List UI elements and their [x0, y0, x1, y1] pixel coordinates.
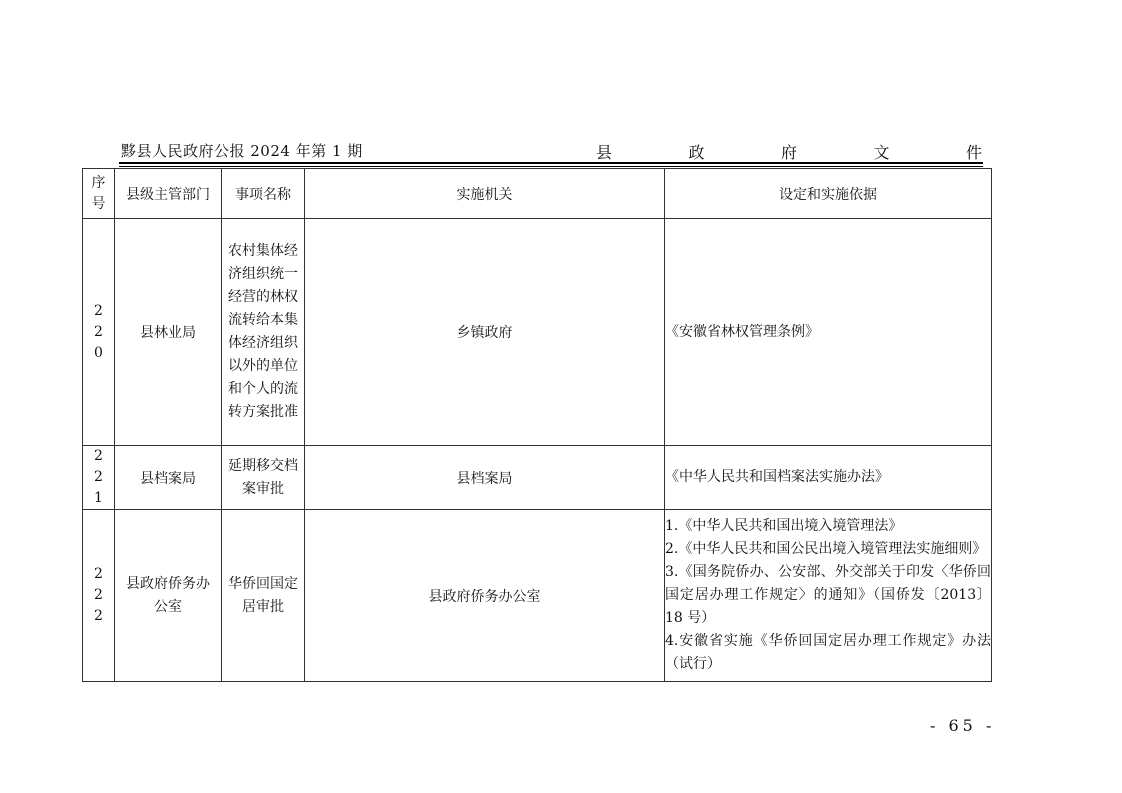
cell-basis — [665, 219, 992, 446]
table-row — [83, 510, 992, 682]
cell-agency: 乡镇政府 — [305, 219, 665, 446]
section-title-char: 政 — [688, 143, 705, 162]
header-basis: 设定和实施依据 — [665, 169, 992, 219]
cell-basis — [665, 510, 992, 682]
table-header-row — [83, 169, 992, 219]
section-title-char: 件 — [965, 143, 982, 162]
header-item: 事项名称 — [222, 169, 305, 219]
cell-seq: 220 — [83, 219, 115, 446]
cell-item: 华侨回国定居审批 — [222, 510, 305, 682]
section-title-char: 府 — [780, 143, 797, 162]
header-department: 县级主管部门 — [115, 169, 222, 219]
cell-item: 延期移交档案审批 — [222, 446, 305, 510]
cell-agency: 县政府侨务办公室 — [305, 510, 665, 682]
cell-department: 县档案局 — [115, 446, 222, 510]
cell-agency: 县档案局 — [305, 446, 665, 510]
basis-line: 2.《中华人民共和国公民出境入境管理法实施细则》 — [665, 541, 987, 557]
section-title-char: 文 — [873, 143, 890, 162]
approval-items-table — [82, 168, 992, 682]
cell-seq: 221 — [83, 446, 115, 510]
section-title — [596, 140, 982, 163]
gazette-title: 黟县人民政府公报 2024 年第 1 期 — [121, 142, 363, 160]
header-rule-thick — [119, 162, 983, 164]
basis-line: 《中华人民共和国档案法实施办法》 — [665, 469, 889, 485]
header-seq: 序号 — [83, 169, 115, 219]
header-rule-thin — [119, 166, 983, 167]
table-row — [83, 219, 992, 446]
cell-item: 农村集体经济组织统一经营的林权流转给本集体经济组织以外的单位和个人的流转方案批准 — [222, 219, 305, 446]
page-number: - 65 - — [930, 716, 996, 735]
cell-seq: 222 — [83, 510, 115, 682]
table-row — [83, 446, 992, 510]
section-title-char: 县 — [596, 143, 613, 162]
cell-department: 县政府侨务办公室 — [115, 510, 222, 682]
basis-line: 1.《中华人民共和国出境入境管理法》 — [665, 518, 903, 534]
basis-line: 3.《国务院侨办、公安部、外交部关于印发〈华侨回国定居办理工作规定〉的通知》（国侨发〔2013〕18 号） — [665, 564, 991, 626]
basis-line: 4.安徽省实施《华侨回国定居办理工作规定》办法（试行） — [665, 633, 991, 672]
cell-department: 县林业局 — [115, 219, 222, 446]
cell-basis — [665, 446, 992, 510]
header-agency: 实施机关 — [305, 169, 665, 219]
basis-line: 《安徽省林权管理条例》 — [665, 323, 819, 340]
